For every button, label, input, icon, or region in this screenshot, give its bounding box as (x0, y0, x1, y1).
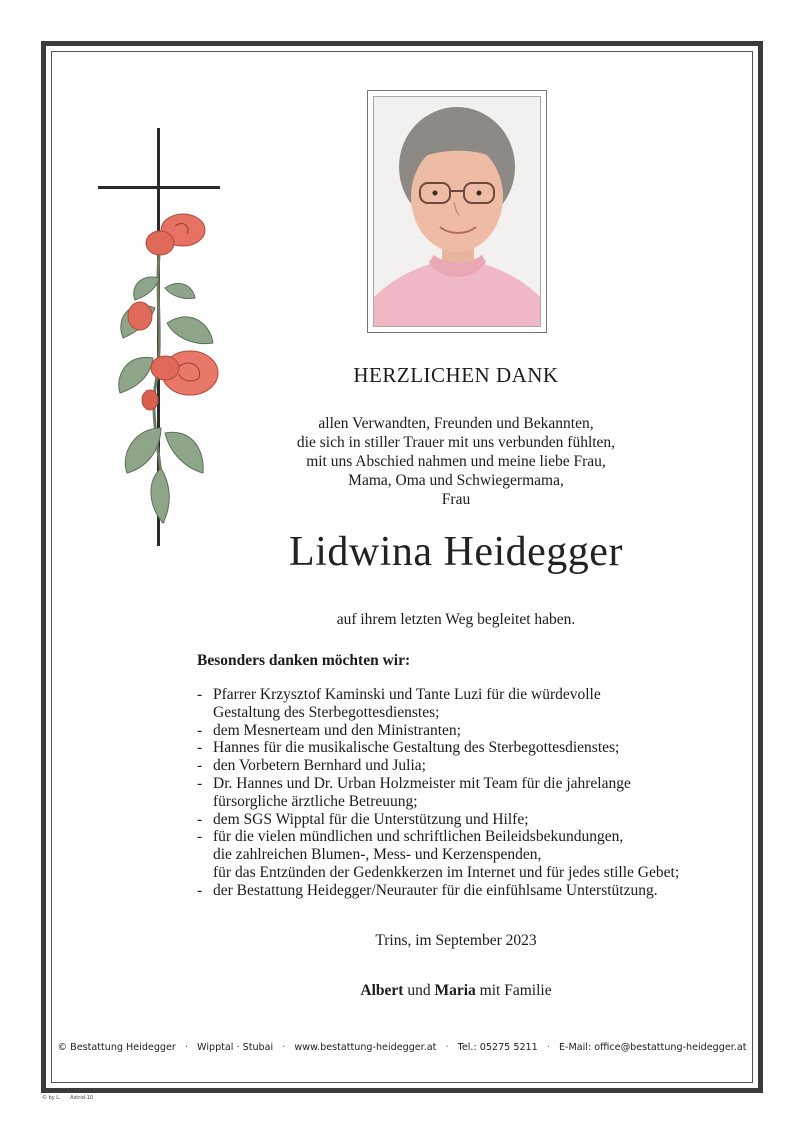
signature (150, 982, 762, 1000)
list-item (197, 757, 757, 775)
list-dash: - (197, 810, 203, 828)
list-item-line: dem Mesnerteam und den Ministranten; (213, 721, 461, 739)
credit-template: Astrid-10 (70, 1095, 94, 1101)
intro-line: Mama, Oma und Schwiegermama, (348, 472, 564, 489)
list-item-line: der Bestattung Heidegger/Neurauter für die einfühlsame Unterstützung. (213, 881, 658, 899)
list-dash: - (197, 774, 203, 792)
intro-text (150, 414, 762, 509)
footer-separator: · (445, 1042, 449, 1053)
credit-by: © by L. (42, 1095, 61, 1101)
footer-phone: Tel.: 05275 5211 (457, 1042, 538, 1053)
list-dash: - (197, 739, 203, 757)
list-item-line: fürsorgliche ärztliche Betreuung; (213, 792, 418, 810)
place-date: Trins, im September 2023 (375, 932, 537, 949)
list-dash: - (197, 721, 203, 739)
footer-separator: · (184, 1042, 188, 1053)
list-item-line: Pfarrer Krzysztof Kaminski und Tante Luzi für die würdevolle (213, 686, 601, 703)
list-item-line: Dr. Hannes und Dr. Urban Holzmeister mit Team für die jahrelange (213, 774, 631, 792)
list-dash: - (197, 828, 203, 846)
footer-region: Wipptal · Stubai (197, 1042, 274, 1053)
list-item-line: die zahlreichen Blumen-, Mess- und Kerzenspenden, (213, 846, 542, 864)
footer-separator: · (282, 1042, 286, 1053)
list-dash: - (197, 686, 203, 703)
list-item (197, 739, 757, 757)
portrait-photo (373, 96, 541, 327)
thanks-list (197, 686, 757, 900)
portrait-photo-frame (367, 90, 547, 333)
list-item-line: den Vorbetern Bernhard und Julia; (213, 757, 426, 775)
signature-name-2: Maria (434, 982, 476, 999)
list-item-line: für das Entzünden der Gedenkkerzen im Internet und für jedes stille Gebet; (213, 863, 680, 881)
list-item-line: Gestaltung des Sterbegottesdienstes; (213, 703, 440, 721)
deceased-name: Lidwina Heidegger (289, 529, 623, 575)
signature-connector: und (407, 982, 431, 999)
footer (52, 1042, 752, 1053)
list-item-line: Hannes für die musikalische Gestaltung des Sterbegottesdienstes; (213, 739, 620, 757)
footer-website[interactable]: www.bestattung-heidegger.at (294, 1042, 437, 1053)
intro-line: mit uns Abschied nahmen und meine liebe Frau, (306, 453, 606, 470)
intro-line: die sich in stiller Trauer mit uns verbunden fühlten, (296, 434, 616, 451)
signature-name-1: Albert (360, 982, 404, 999)
list-item (197, 775, 757, 811)
list-dash: - (197, 757, 203, 775)
template-credit (42, 1095, 101, 1101)
intro-line: Frau (441, 491, 471, 508)
list-item (197, 686, 757, 722)
list-dash: - (197, 881, 203, 899)
footer-separator: · (546, 1042, 550, 1053)
signature-family: mit Familie (479, 982, 552, 999)
list-item (197, 811, 757, 829)
farewell-text: auf ihrem letzten Weg begleitet haben. (336, 611, 576, 628)
list-item (197, 882, 757, 900)
intro-line: allen Verwandten, Freunden und Bekannten, (318, 415, 594, 432)
list-item-line: für die vielen mündlichen und schriftlichen Beileidsbekundungen, (213, 828, 624, 846)
footer-copyright: © Bestattung Heidegger (57, 1042, 176, 1053)
list-item (197, 828, 757, 881)
list-item (197, 722, 757, 740)
heading: HERZLICHEN DANK (353, 363, 559, 387)
list-item-line: dem SGS Wipptal für die Unterstützung und Hilfe; (213, 810, 529, 828)
footer-email[interactable]: E-Mail: office@bestattung-heidegger.at (558, 1042, 747, 1053)
thanks-title: Besonders danken möchten wir: (197, 652, 411, 669)
